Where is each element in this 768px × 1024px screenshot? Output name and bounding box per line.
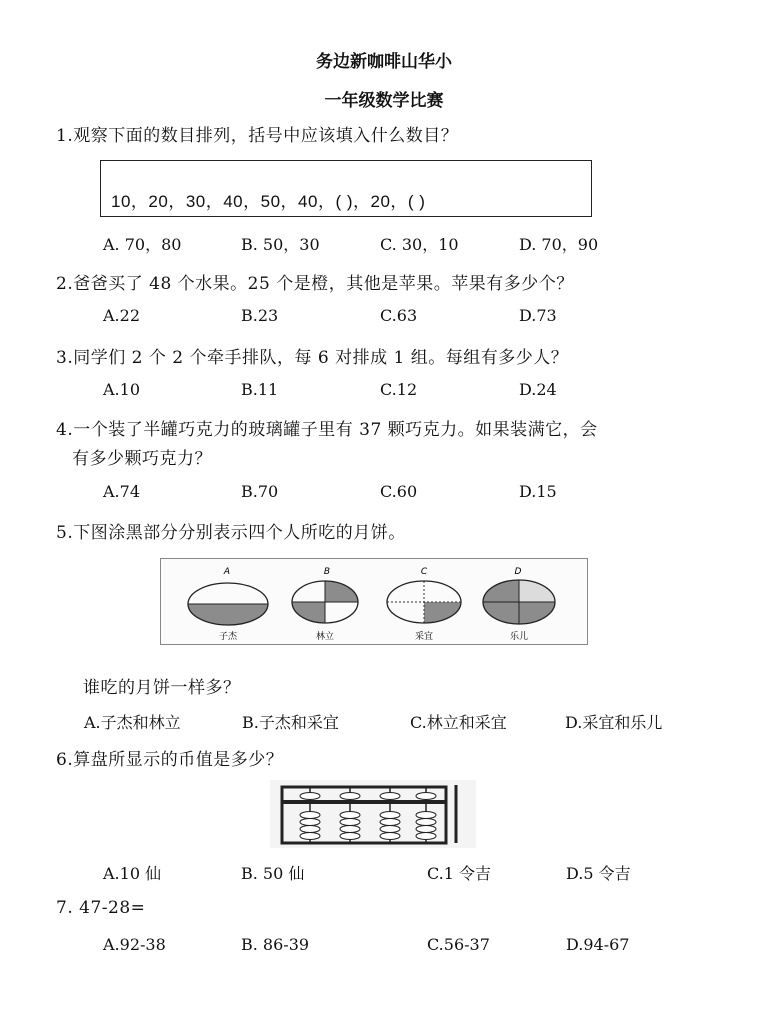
q7-option-b: B. 86-39 (241, 935, 310, 954)
school-name: 务边新咖啡山华小 (316, 52, 452, 72)
question-4-stem-line2: 有多少颗巧克力？ (72, 449, 212, 469)
q1-option-c: C. 30，10 (380, 235, 459, 254)
mooncake-b-name: 林立 (315, 632, 335, 642)
mooncake-c-name: 采宜 (414, 632, 434, 642)
mooncake-d (483, 567, 555, 642)
q6-option-d: D.5 令吉 (566, 864, 631, 883)
q3-option-c: C.12 (380, 380, 418, 399)
q2-option-b: B.23 (241, 306, 279, 325)
q1-option-b: B. 50，30 (241, 235, 320, 254)
q7-option-c: C.56-37 (427, 935, 490, 954)
mooncake-a (188, 567, 268, 642)
q2-option-d: D.73 (519, 306, 557, 325)
abacus-figure (270, 780, 476, 848)
question-5-sub: 谁吃的月饼一样多？ (83, 678, 241, 698)
q4-option-a: A.74 (103, 482, 140, 501)
q2-option-a: A.22 (103, 306, 140, 325)
q5-option-c: C.林立和采宜 (410, 713, 507, 732)
mooncake-d-letter: D (514, 567, 522, 577)
mooncake-d-name: 乐儿 (509, 632, 529, 642)
q2-option-c: C.63 (380, 306, 418, 325)
q4-option-c: C.60 (380, 482, 418, 501)
mooncake-b (292, 567, 358, 642)
q5-option-d: D.采宜和乐儿 (565, 713, 663, 732)
page-title: 一年级数学比赛 (324, 91, 444, 111)
q4-option-d: D.15 (519, 482, 557, 501)
question-1-stem: 1.观察下面的数目排列，括号中应该填入什么数目？ (56, 126, 459, 146)
q3-option-d: D.24 (519, 380, 557, 399)
sequence-box (100, 160, 592, 217)
q4-option-b: B.70 (241, 482, 279, 501)
question-4-stem-line1: 4.一个装了半罐巧克力的玻璃罐子里有 37 颗巧克力。如果装满它，会 (56, 420, 598, 440)
q7-option-d: D.94-67 (566, 935, 630, 954)
question-7-stem: 7. 47-28= (56, 898, 146, 918)
mooncake-c (387, 567, 461, 642)
q5-option-a: A.子杰和林立 (84, 713, 181, 732)
q1-option-a: A. 70，80 (103, 235, 182, 254)
q7-option-a: A.92-38 (103, 935, 166, 954)
mooncake-b-letter: B (323, 567, 331, 577)
q6-option-c: C.1 令吉 (427, 864, 492, 883)
q6-option-b: B. 50 仙 (241, 864, 305, 883)
sequence-text: 10，20，30，40，50，40，( )，20，( ) (111, 192, 426, 211)
mooncake-a-name: 子杰 (218, 632, 238, 642)
mooncake-c-letter: C (420, 567, 428, 577)
mooncake-figure (160, 558, 588, 645)
q3-option-b: B.11 (241, 380, 279, 399)
question-5-stem: 5.下图涂黑部分分别表示四个人所吃的月饼。 (56, 523, 406, 543)
q3-option-a: A.10 (103, 380, 140, 399)
q1-option-d: D. 70，90 (519, 235, 599, 254)
question-3-stem: 3.同学们 2 个 2 个牵手排队，每 6 对排成 1 组。每组有多少人？ (56, 348, 569, 368)
q5-option-b: B.子杰和采宜 (242, 713, 339, 732)
question-6-stem: 6.算盘所显示的币值是多少？ (56, 750, 284, 770)
question-2-stem: 2.爸爸买了 48 个水果。25 个是橙，其他是苹果。苹果有多少个？ (56, 274, 574, 294)
q6-option-a: A.10 仙 (103, 864, 162, 883)
mooncake-a-letter: A (223, 567, 231, 577)
